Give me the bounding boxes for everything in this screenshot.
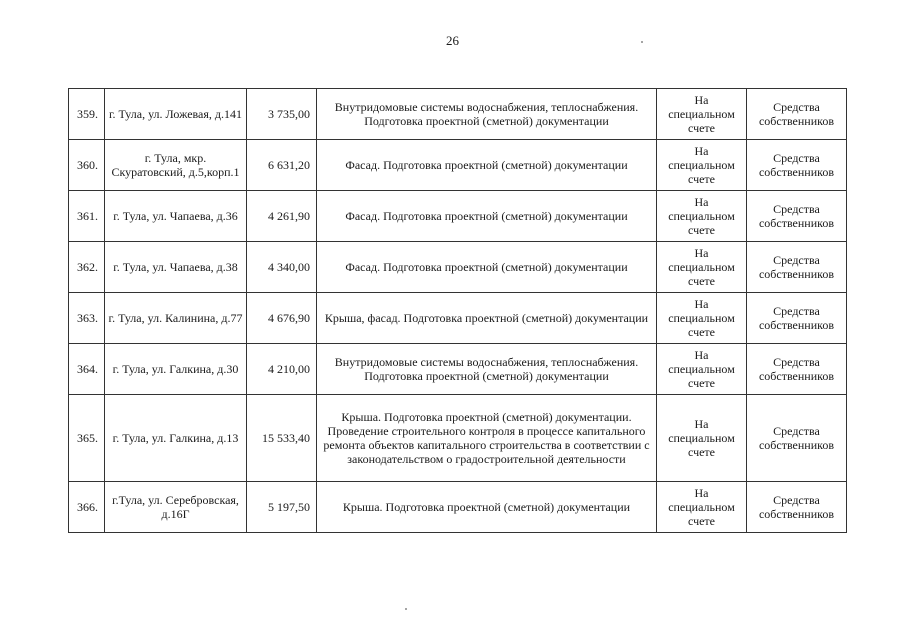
amount-cell: 15 533,40: [247, 395, 317, 482]
page-number: 26: [446, 33, 459, 48]
address-cell: г. Тула, ул. Чапаева, д.38: [105, 242, 247, 293]
address-cell: г. Тула, ул. Галкина, д.13: [105, 395, 247, 482]
funding-source-cell: Средства собственников: [747, 293, 847, 344]
amount-cell: 4 210,00: [247, 344, 317, 395]
row-number: 364.: [69, 344, 105, 395]
table-row: [69, 344, 847, 395]
row-number: 360.: [69, 140, 105, 191]
work-type-cell: Внутридомовые системы водоснабжения, теплоснабжения. Подготовка проектной (сметной) документации: [317, 89, 657, 140]
table-row: [69, 293, 847, 344]
account-cell: На специальном счете: [657, 482, 747, 533]
row-number: 359.: [69, 89, 105, 140]
table-row: [69, 140, 847, 191]
account-cell: На специальном счете: [657, 242, 747, 293]
account-cell: На специальном счете: [657, 140, 747, 191]
works-table: [68, 88, 847, 533]
account-cell: На специальном счете: [657, 89, 747, 140]
funding-source-cell: Средства собственников: [747, 191, 847, 242]
funding-source-cell: Средства собственников: [747, 242, 847, 293]
account-cell: На специальном счете: [657, 293, 747, 344]
amount-cell: 4 340,00: [247, 242, 317, 293]
funding-source-cell: Средства собственников: [747, 482, 847, 533]
funding-source-cell: Средства собственников: [747, 395, 847, 482]
table-row: [69, 395, 847, 482]
amount-cell: 5 197,50: [247, 482, 317, 533]
scan-speck: [405, 608, 407, 610]
address-cell: г. Тула, ул. Калинина, д.77: [105, 293, 247, 344]
amount-cell: 4 676,90: [247, 293, 317, 344]
work-type-cell: Крыша. Подготовка проектной (сметной) документации. Проведение строительного контроля в процессе капитального ремонта объектов капитального строительства в соответствии с законодательством о градостроительной деятельности: [317, 395, 657, 482]
work-type-cell: Фасад. Подготовка проектной (сметной) документации: [317, 191, 657, 242]
amount-cell: 4 261,90: [247, 191, 317, 242]
work-type-cell: Фасад. Подготовка проектной (сметной) документации: [317, 242, 657, 293]
funding-source-cell: Средства собственников: [747, 344, 847, 395]
table-row: [69, 482, 847, 533]
row-number: 362.: [69, 242, 105, 293]
work-type-cell: Крыша, фасад. Подготовка проектной (сметной) документации: [317, 293, 657, 344]
account-cell: На специальном счете: [657, 395, 747, 482]
address-cell: г. Тула, мкр. Скуратовский, д.5,корп.1: [105, 140, 247, 191]
row-number: 366.: [69, 482, 105, 533]
row-number: 361.: [69, 191, 105, 242]
work-type-cell: Крыша. Подготовка проектной (сметной) документации: [317, 482, 657, 533]
account-cell: На специальном счете: [657, 191, 747, 242]
work-type-cell: Внутридомовые системы водоснабжения, теплоснабжения. Подготовка проектной (сметной) документации: [317, 344, 657, 395]
funding-source-cell: Средства собственников: [747, 89, 847, 140]
address-cell: г. Тула, ул. Ложевая, д.141: [105, 89, 247, 140]
funding-source-cell: Средства собственников: [747, 140, 847, 191]
address-cell: г. Тула, ул. Галкина, д.30: [105, 344, 247, 395]
address-cell: г.Тула, ул. Серебровская, д.16Г: [105, 482, 247, 533]
table-row: [69, 242, 847, 293]
table-row: [69, 89, 847, 140]
amount-cell: 6 631,20: [247, 140, 317, 191]
scan-speck: [641, 41, 643, 43]
account-cell: На специальном счете: [657, 344, 747, 395]
address-cell: г. Тула, ул. Чапаева, д.36: [105, 191, 247, 242]
amount-cell: 3 735,00: [247, 89, 317, 140]
row-number: 363.: [69, 293, 105, 344]
row-number: 365.: [69, 395, 105, 482]
table-row: [69, 191, 847, 242]
work-type-cell: Фасад. Подготовка проектной (сметной) документации: [317, 140, 657, 191]
